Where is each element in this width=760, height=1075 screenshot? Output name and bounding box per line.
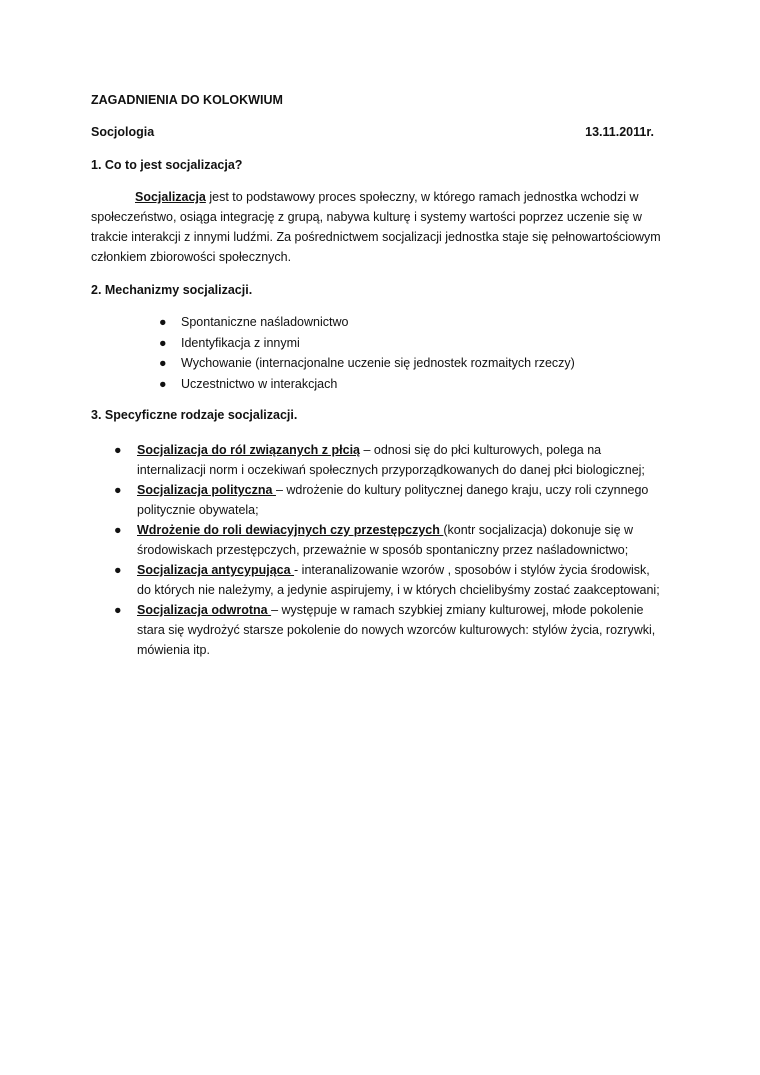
bullet-icon: ● bbox=[114, 603, 122, 617]
type-description: - interanalizowanie wzorów , sposobów i stylów życia środowisk, do których nie należymy, a jedynie aspirujemy, i w których chcielibyśmy zostać zaakceptowani; bbox=[137, 563, 660, 597]
document-date: 13.11.2011r. bbox=[585, 125, 654, 139]
section-3 bbox=[91, 405, 666, 425]
bullet-icon: ● bbox=[114, 483, 122, 497]
bullet-icon: ● bbox=[159, 335, 167, 350]
bullet-icon: ● bbox=[159, 315, 167, 329]
list-item: ● Identyfikacja z innymi bbox=[91, 333, 666, 354]
document-title: ZAGADNIENIA DO KOLOKWIUM bbox=[91, 93, 283, 107]
type-term: Socjalizacja antycypująca bbox=[137, 563, 291, 577]
type-description: (kontr socjalizacja) dokonuje się w środowiskach przestępczych, przeważnie w sposób spontaniczny przez naśladownictwo; bbox=[137, 523, 634, 557]
bullet-icon: ● bbox=[114, 443, 122, 457]
list-item: ● Spontaniczne naśladownictwo bbox=[91, 312, 666, 333]
bullet-icon: ● bbox=[159, 356, 167, 370]
list-item: ● Wychowanie (internacjonalne uczenie się jednostek rozmaitych rzeczy) bbox=[91, 353, 666, 374]
section-1-heading: 1. Co to jest socjalizacja? bbox=[91, 158, 243, 172]
section-2-heading: 2. Mechanizmy socjalizacji. bbox=[91, 283, 253, 297]
section-3-heading: 3. Specyficzne rodzaje socjalizacji. bbox=[91, 408, 298, 422]
type-description: – wdrożenie do kultury politycznej danego kraju, uczy roli czynnego politycznie obywatela; bbox=[137, 483, 649, 517]
section-1 bbox=[91, 155, 666, 175]
list-item: ● Uczestnictwo w interakcjach bbox=[91, 374, 666, 395]
list-item bbox=[91, 440, 667, 480]
list-item bbox=[91, 480, 667, 520]
type-term: Socjalizacja polityczna bbox=[137, 483, 273, 497]
list-item bbox=[91, 560, 667, 600]
type-description: – odnosi się do płci kulturowych, polega na internalizacji norm i oczekiwań społecznych przyporządkowanych do danej płci biologicznej; bbox=[137, 443, 645, 477]
bullet-icon: ● bbox=[114, 523, 122, 537]
list-item bbox=[91, 600, 667, 660]
socialization-types-list bbox=[91, 440, 666, 660]
bullet-icon: ● bbox=[114, 563, 122, 577]
section-2-list-wrap bbox=[91, 312, 666, 394]
definition-term: Socjalizacja bbox=[135, 190, 206, 204]
section-1-body bbox=[91, 187, 666, 267]
subject-row bbox=[91, 122, 654, 142]
definition-text: jest to podstawowy proces społeczny, w którego ramach jednostka wchodzi w społeczeństwo, osiąga integrację z grupą, nabywa kulturę i systemy wartości poprzez uczenie się w trakcie interakcji z innymi ludźmi. Za pośrednictwem socjalizacji jednostka staje się pełnowartościowym członkiem zbiorowości społecznych. bbox=[91, 190, 661, 264]
mechanisms-list bbox=[91, 312, 666, 394]
list-item bbox=[91, 520, 667, 560]
definition-paragraph bbox=[91, 187, 666, 267]
type-term: Wdrożenie do roli dewiacyjnych czy przestępczych bbox=[137, 523, 440, 537]
type-term: Socjalizacja odwrotna bbox=[137, 603, 268, 617]
type-term: Socjalizacja do ról związanych z płcią bbox=[137, 443, 360, 457]
bullet-icon: ● bbox=[159, 376, 167, 391]
section-3-list-wrap bbox=[91, 440, 666, 660]
subject-name: Socjologia bbox=[91, 125, 155, 139]
section-2 bbox=[91, 280, 666, 300]
type-description: – występuje w ramach szybkiej zmiany kulturowej, młode pokolenie stara się wydrożyć starsze pokolenie do nowych wzorców kulturowych: stylów życia, rozrywki, mówienia itp. bbox=[137, 603, 656, 657]
